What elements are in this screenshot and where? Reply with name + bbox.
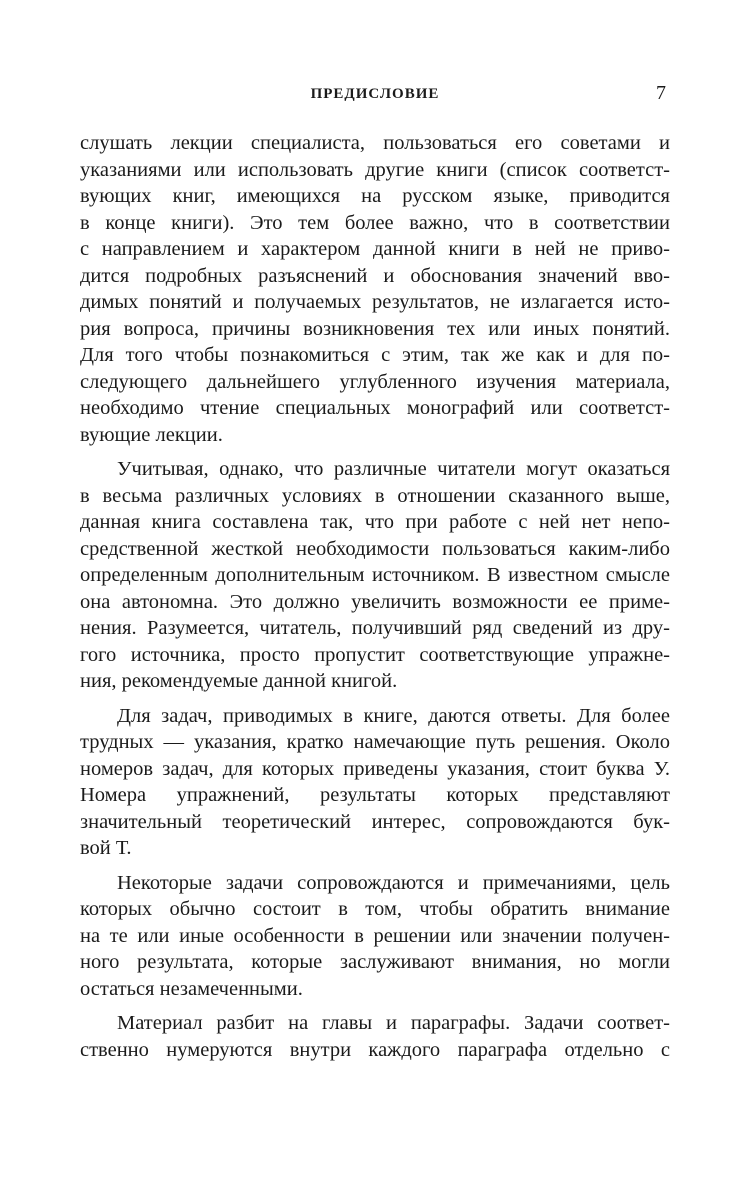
text-line: дится подробных разъяснений и обоснования значений вво- [80,264,670,287]
text-line: слушать лекции специалиста, пользоваться его советами и [80,132,670,154]
text-line: вующих книг, имеющихся на русском языке, приводится [80,185,670,207]
text-line: ния, рекомендуемые данной книгой. [80,670,398,692]
text-line: остаться незамеченными. [80,977,303,1000]
paragraph [80,1010,670,1063]
text-line: Для того чтобы познакомиться с этим, так же как и для по- [80,344,670,366]
paragraph [80,456,670,695]
text-line: средственной жесткой необходимости пользоваться каким-либо [80,537,670,560]
text-line: Материал разбит на главы и параграфы. Задачи соответ- [117,1012,670,1034]
running-title: ПРЕДИСЛОВИЕ [310,86,440,102]
text-line: необходимо чтение специальных монографий или соответст- [80,397,670,419]
body-text [80,130,670,1071]
text-line: в конце книги). Это тем более важно, что в соответствии [80,211,670,234]
text-line: димых понятий и получаемых результатов, не излагается исто- [80,291,670,313]
text-line: Учитывая, однако, что различные читатели могут оказаться [117,458,670,480]
text-line: значительный теоретический интерес, сопровождаются бук- [80,810,670,833]
page-number: 7 [656,82,666,104]
text-line: номеров задач, для которых приведены указания, стоит буква У. [80,757,670,780]
text-line: ственно нумеруются внутри каждого параграфа отдельно с [80,1038,670,1061]
text-line: следующего дальнейшего углубленного изучения материала, [80,370,670,393]
text-line: определенным дополнительным источником. В известном смысле [80,564,670,586]
text-line: данная книга составлена так, что при работе с ней нет непо- [80,511,670,533]
text-line: Некоторые задачи сопровождаются и примечаниями, цель [117,871,670,894]
text-line: на те или иные особенности в решении или значении получен- [80,924,670,947]
text-line: которых обычно состоит в том, чтобы обратить внимание [80,898,670,920]
text-line: вующие лекции. [80,423,223,446]
text-line: трудных — указания, кратко намечающие путь решения. Около [80,731,670,753]
paragraph [80,130,670,448]
text-line: ного результата, которые заслуживают внимания, но могли [80,951,670,973]
text-line: указаниями или использовать другие книги (список соответст- [80,158,670,181]
text-line: Для задач, приводимых в книге, даются ответы. Для более [117,704,670,727]
paragraph [80,870,670,1003]
text-line: в весьма различных условиях в отношении сказанного выше, [80,484,670,507]
text-line: она автономна. Это должно увеличить возможности ее приме- [80,590,670,613]
text-line: вой Т. [80,837,132,859]
text-line: с направлением и характером данной книги в ней не приво- [80,238,670,260]
text-line: Номера упражнений, результаты которых представляют [80,784,670,806]
running-head [80,82,670,110]
paragraph [80,703,670,862]
text-line: нения. Разумеется, читатель, получивший ряд сведений из дру- [80,617,670,639]
text-line: гого источника, просто пропустит соответствующие упражне- [80,643,670,666]
text-line: рия вопроса, причины возникновения тех или иных понятий. [80,317,670,340]
